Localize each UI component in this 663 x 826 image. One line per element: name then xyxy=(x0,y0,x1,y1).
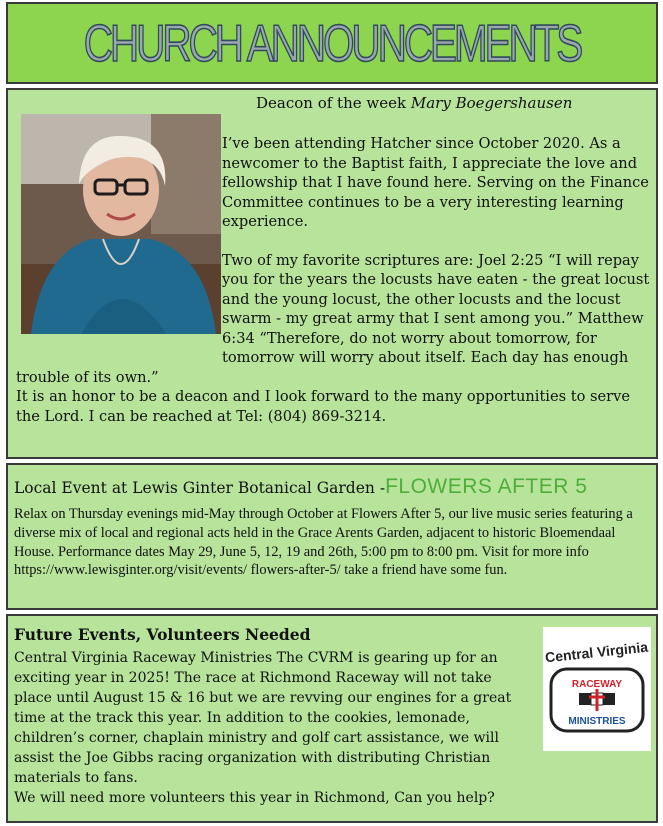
future-events-body xyxy=(14,648,534,808)
future-events-closing: We will need more volunteers this year in Richmond, Can you help? xyxy=(14,790,495,806)
deacon-paragraph-1: I’ve been attending Hatcher since October 2020. As a newcomer to the Baptist faith, I appreciate the love and fellowship that I have found here. Serving on the Finance Committee continues to be a very interesting learning experience. xyxy=(222,135,649,230)
local-event-heading xyxy=(14,475,587,499)
deacon-heading xyxy=(256,94,572,112)
deacon-section xyxy=(6,88,658,459)
local-event-body: Relax on Thursday evenings mid-May through October at Flowers After 5, our live music series featuring a diverse mix of local and regional acts held in the Grace Arents Garden, adjacent to historic Bloemendaal House. Performance dates May 29, June 5, 12, 19 and 26th, 5:00 pm to 8:00 pm. Visit for more info https://www.lewisginter.org/visit/events/ flowers-after-5/ take a friend have some fun. xyxy=(14,506,633,579)
deacon-label: Deacon of the week xyxy=(256,94,407,112)
logo-line-1: Central Virginia xyxy=(544,638,649,666)
local-event-title: Local Event at Lewis Ginter Botanical Garden - xyxy=(14,479,386,497)
deacon-paragraph-3: It is an honor to be a deacon and I look forward to the many opportunities to serve the Lord. I can be reached at Tel: (804) 869-3214. xyxy=(16,388,631,425)
deacon-name: Mary Boegershausen xyxy=(410,94,573,112)
local-event-section xyxy=(6,463,658,610)
page-title: CHURCH ANNOUNCEMENTS xyxy=(83,15,581,73)
cvrm-logo xyxy=(543,627,651,751)
future-events-title: Future Events, Volunteers Needed xyxy=(14,625,311,644)
header-banner xyxy=(6,2,658,84)
future-events-paragraph: Central Virginia Raceway Ministries The CVRM is gearing up for an exciting year in 2025! The race at Richmond Raceway will not take place until August 15 & 16 but we are revving our engines for a great time at the track this year. In addition to the cookies, lemonade, children’s corner, chaplain ministry and golf cart assistance, we will assist the Joe Gibbs racing organization with distributing Christian materials to fans. xyxy=(14,650,512,786)
future-events-section xyxy=(6,614,658,823)
local-event-highlight: FLOWERS AFTER 5 xyxy=(385,475,588,498)
deacon-text xyxy=(16,134,656,426)
deacon-paragraph-2: Two of my favorite scriptures are: Joel 2:25 “I will repay you for the years the locusts have eaten - the great locust and the young locust, the other locusts and the locust swarm - my great army that I sent among you.” Matthew 6:34 “Therefore, do not worry about tomorrow, for tomorrow will worry about itself. Each day has enough trouble of its own.” xyxy=(16,251,650,386)
logo-line-3: MINISTRIES xyxy=(568,716,626,727)
logo-line-2: RACEWAY xyxy=(571,679,623,690)
